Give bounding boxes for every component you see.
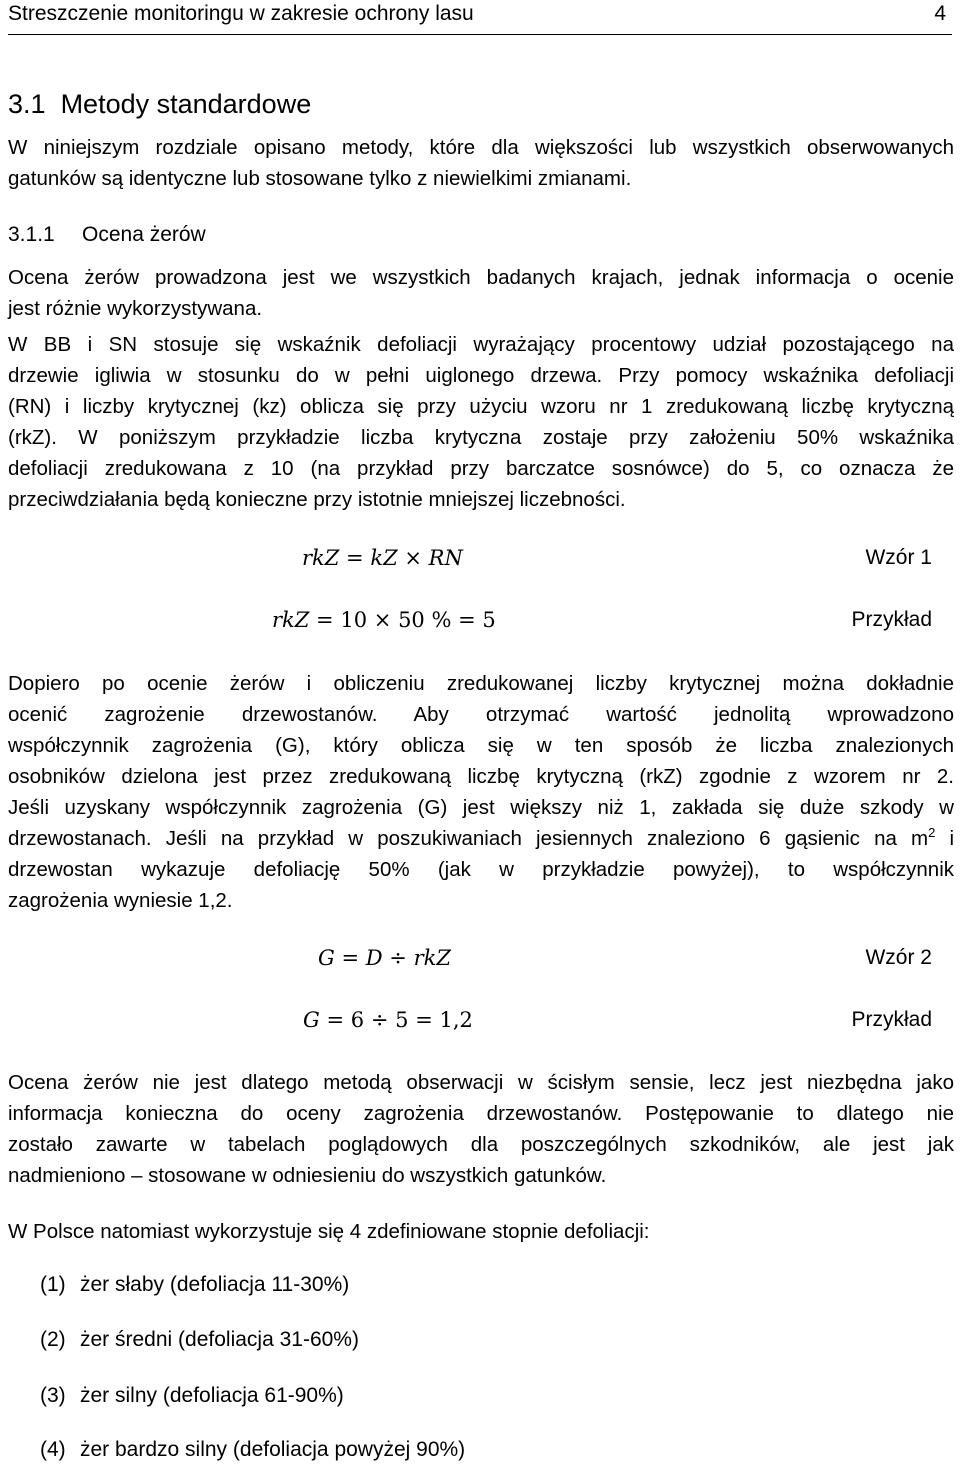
example-1-label: Przykład (851, 608, 932, 631)
list-item (40, 1273, 349, 1297)
section-title: Metody standardowe (60, 89, 312, 119)
section-heading (8, 88, 954, 120)
text-line: osobników dzielona jest przez zredukowaną liczbę krytyczną (rkZ) zgodnie z wzorem nr 2. (8, 765, 954, 788)
text-line: (rkZ). W poniższym przykładzie liczba krytyczna zostaje przy założeniu 50% wskaźnika (8, 426, 954, 449)
text-line: jest różnie wykorzystywana. (8, 297, 263, 320)
example-2-label: Przykład (851, 1008, 932, 1031)
subsection-heading (8, 222, 954, 248)
section-number: 3.1 (8, 89, 46, 119)
text-line: W Polsce natomiast wykorzystuje się 4 zdefiniowane stopnie defoliacji: (8, 1220, 650, 1243)
formula-operator: ÷ (389, 946, 407, 970)
formula-equals: = (458, 608, 476, 632)
list-text: żer bardzo silny (defoliacja powyżej 90%) (80, 1438, 466, 1461)
list-item (40, 1384, 344, 1408)
formula-term: 50 % (398, 608, 452, 632)
list-text: żer silny (defoliacja 61-90%) (80, 1384, 344, 1407)
text-line: Dopiero po ocenie żerów i obliczeniu zredukowanej liczby krytycznej można dokładnie (8, 672, 954, 695)
formula-2 (318, 946, 451, 970)
text-fragment: i (935, 827, 954, 850)
formula-term: 5 (395, 1008, 409, 1032)
formula-result: 5 (482, 608, 496, 632)
text-line: W BB i SN stosuje się wskaźnik defoliacji wyrażający procentowy udział pozostającego na (8, 333, 954, 356)
text-line: nadmieniono – stosowane w odniesieniu do wszystkich gatunków. (8, 1164, 607, 1187)
formula-equals: = (346, 546, 364, 570)
paragraph-1 (8, 262, 954, 324)
text-line: zostało zawarte w tabelach poglądowych dla poszczególnych szkodników, ale jest jak (8, 1133, 954, 1156)
text-line: gatunków są identyczne lub stosowane tylko z niewielkimi zmianami. (8, 167, 632, 190)
text-line-with-superscript (8, 823, 954, 854)
paragraph-2 (8, 329, 954, 515)
formula-2-label: Wzór 2 (865, 946, 932, 969)
formula-term: 10 (340, 608, 368, 632)
text-line: przeciwdziałania będą konieczne przy istotnie mniejszej liczebności. (8, 488, 626, 511)
list-marker: (3) (40, 1384, 66, 1407)
formula-term: RN (428, 546, 463, 570)
subsection-number: 3.1.1 (8, 223, 55, 246)
list-item (40, 1438, 465, 1462)
formula-operator: × (404, 546, 422, 570)
subsection-title: Ocena żerów (82, 223, 206, 246)
section-intro (8, 132, 954, 194)
text-line: (RN) i liczby krytycznej (kz) oblicza się przy użyciu wzoru nr 1 zredukowaną liczbę krytyczną (8, 395, 954, 418)
text-line: Ocena żerów nie jest dlatego metodą obserwacji w ścisłym sensie, lecz jest niezbędna jako (8, 1071, 954, 1094)
formula-operator: × (373, 608, 392, 632)
formula-1 (302, 546, 463, 570)
list-text: żer średni (defoliacja 31-60%) (80, 1328, 359, 1351)
text-line: drzewie igliwia w stosunku do w pełni uiglonego drzewa. Przy pomocy wskaźnika defoliacji (8, 364, 954, 387)
superscript: 2 (928, 825, 936, 840)
page-number: 4 (934, 2, 946, 25)
formula-term: 6 (350, 1008, 365, 1032)
formula-operator: ÷ (370, 1008, 389, 1032)
formula-equals: = (415, 1008, 433, 1032)
list-marker: (4) (40, 1438, 66, 1461)
formula-term: D (365, 946, 383, 970)
text-line: informacja konieczna do oceny zagrożenia drzewostanów. Postępowanie to dlatego nie (8, 1102, 954, 1125)
list-text: żer słaby (defoliacja 11-30%) (80, 1273, 350, 1296)
text-line: drzewostan wykazuje defoliację 50% (jak w przykładzie powyżej), to współczynnik (8, 858, 954, 881)
page-header (8, 0, 952, 35)
list-marker: (1) (40, 1273, 66, 1296)
list-marker: (2) (40, 1328, 66, 1351)
text-line: współczynnik zagrożenia (G), który oblicza się w ten sposób że liczba znalezionych (8, 734, 954, 757)
formula-result: 1,2 (439, 1008, 473, 1032)
text-line: W niniejszym rozdziale opisano metody, które dla większości lub wszystkich obserwowanych (8, 136, 954, 159)
formula-lhs: rkZ (272, 608, 310, 632)
paragraph-5 (8, 1216, 954, 1247)
formula-equals: = (341, 946, 360, 970)
paragraph-4 (8, 1067, 954, 1191)
formula-equals: = (326, 1008, 345, 1032)
header-title: Streszczenie monitoringu w zakresie ochrony lasu (8, 2, 474, 25)
formula-lhs: G (318, 946, 335, 970)
text-line: ocenić zagrożenie drzewostanów. Aby otrzymać wartość jednolitą wprowadzono (8, 703, 954, 726)
list-item (40, 1328, 359, 1352)
example-1 (272, 608, 496, 632)
text-line: Jeśli uzyskany współczynnik zagrożenia (G) jest większy niż 1, zakłada się duże szkody w (8, 796, 954, 819)
text-fragment: drzewostanach. Jeśli na przykład w poszukiwaniach jesiennych znaleziono 6 gąsienic na m (8, 827, 929, 850)
text-line: defoliacji zredukowana z 10 (na przykład przy barczatce sosnówce) do 5, co oznacza że (8, 457, 954, 480)
text-line: zagrożenia wyniesie 1,2. (8, 889, 233, 912)
formula-term: kZ (370, 546, 398, 570)
formula-equals: = (316, 608, 334, 632)
formula-lhs: rkZ (302, 546, 340, 570)
formula-term: rkZ (413, 946, 451, 970)
formula-1-label: Wzór 1 (865, 546, 932, 569)
formula-lhs: G (303, 1008, 320, 1032)
example-2 (303, 1008, 473, 1032)
paragraph-3 (8, 668, 954, 916)
text-line: Ocena żerów prowadzona jest we wszystkich badanych krajach, jednak informacja o ocenie (8, 266, 954, 289)
